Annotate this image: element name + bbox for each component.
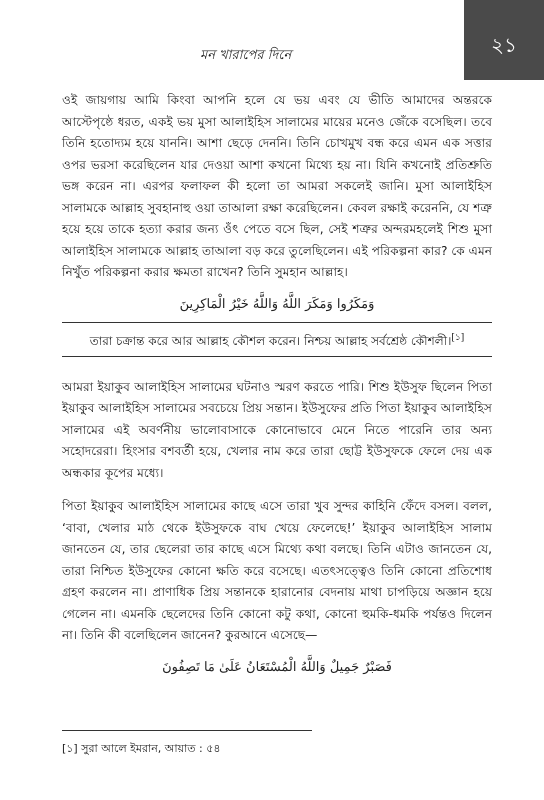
arabic-verse-2: فَصَبْرٌ جَمِيلٌ وَاللَّهُ الْمُسْتَعَانُ عَلَىٰ مَا تَصِفُونَ <box>162 659 392 675</box>
page-header <box>0 0 544 80</box>
verse-translation-box <box>62 322 492 357</box>
page-number-tab <box>464 0 544 80</box>
paragraph-1: ওই জায়গায় আমি কিংবা আপনি হলে যে ভয় এবং যে ভীতি আমাদের অন্তরকে আস্টেপৃষ্ঠে ধরত, একই ভয় মুসা আলাইহিস সালামের মায়ের মনেও জেঁকে বসেছিল। তবে তিনি হতোদ্যম হয়ে যাননি। আশা ছেড়ে দেননি। তিনি চোখমুখ বন্ধ করে এমন এক সত্তার ওপর ভরসা করেছিলেন যার দেওয়া আশা কখনো মিথ্যে হয় না। যিনি কখনোই প্রতিশ্রুতি ভঙ্গ করেন না। এরপর ফলাফল কী হলো তা আমরা সকলেই জানি। মুসা আলাইহিস সালামকে আল্লাহ সুবহানাহু ওয়া তাআলা রক্ষা করেছিলেন। কেবল রক্ষাই করেননি, যে শত্রু হয়ে হয়ে তাকে হত্যা করার জন্য ওঁৎ পেতে বসে ছিল, সেই শত্রুর অন্দরমহলেই শিশু মুসা আলাইহিস সালামকে আল্লাহ তাআলা বড় করে তুলেছিলেন। এই পরিকল্পনা কার? কে এমন নিখুঁত পরিকল্পনা করার ক্ষমতা রাখেন? তিনি সুমহান আল্লাহ। <box>62 93 492 279</box>
footnote-divider <box>62 730 312 731</box>
page-body <box>62 90 492 679</box>
arabic-verse-1: وَمَكَرُوا وَمَكَرَ اللَّهُ وَاللَّهُ خَيْرُ الْمَاكِرِينَ <box>179 296 375 312</box>
page-number: ২১ <box>491 32 517 57</box>
paragraph-3: পিতা ইয়াকুব আলাইহিস সালামের কাছে এসে তারা খুব সুন্দর কাহিনি ফেঁদে বসল। বলল, ‘বাবা, খেলার মাঠ থেকে ইউসুফকে বাঘ খেয়ে ফেলেছে!’ ইয়াকুব আলাইহিস সালাম জানতেন যে, তার ছেলেরা তার কাছে এসে মিথ্যে কথা বলছে। তিনি এটাও জানতেন যে, তারা নিশ্চিত ইউসুফের কোনো ক্ষতি করে বসেছে। এতৎসত্ত্বেও তিনি কোনো প্রতিশোধ গ্রহণ করলেন না। প্রাণাধিক প্রিয় সন্তানকে হারানোর বেদনায় মাথা চাপড়িয়ে অজ্ঞান হয়ে গেলেন না। এমনকি ছেলেদের তিনি কোনো কটু কথা, কোনো হুমকি-ধমকি পর্যন্তও দিলেন না। তিনি কী বলেছিলেন জানেন? কুরআনে এসেছে— <box>62 499 492 642</box>
paragraph-2: আমরা ইয়াকুব আলাইহিস সালামের ঘটনাও স্মরণ করতে পারি। শিশু ইউসুফ ছিলেন পিতা ইয়াকুব আলাইহিস সালামের সবচেয়ে প্রিয় সন্তান। ইউসুফের প্রতি পিতা ইয়াকুব আলাইহিস সালামের এই অবর্ণনীয় ভালোবাসাকে কোনোভাবে মেনে নিতে পারেনি তার অন্য সহোদরেরা। হিংসার বশবর্তী হয়ে, খেলার নাম করে তারা ছোট্ট ইউসুফকে ফেলে দেয় এক অন্ধকার কূপের মধ্যে। <box>62 379 492 480</box>
footnote-ref[interactable]: [১] <box>451 332 465 343</box>
footnote: [১] সুরা আলে ইমরান, আয়াত : ৫৪ <box>62 742 221 755</box>
running-title: মন খারাপের দিনে <box>200 48 292 63</box>
verse-translation: তারা চক্রান্ত করে আর আল্লাহ কৌশল করেন। নিশ্চয় আল্লাহ সর্বশ্রেষ্ঠ কৌশলী। <box>89 333 452 348</box>
